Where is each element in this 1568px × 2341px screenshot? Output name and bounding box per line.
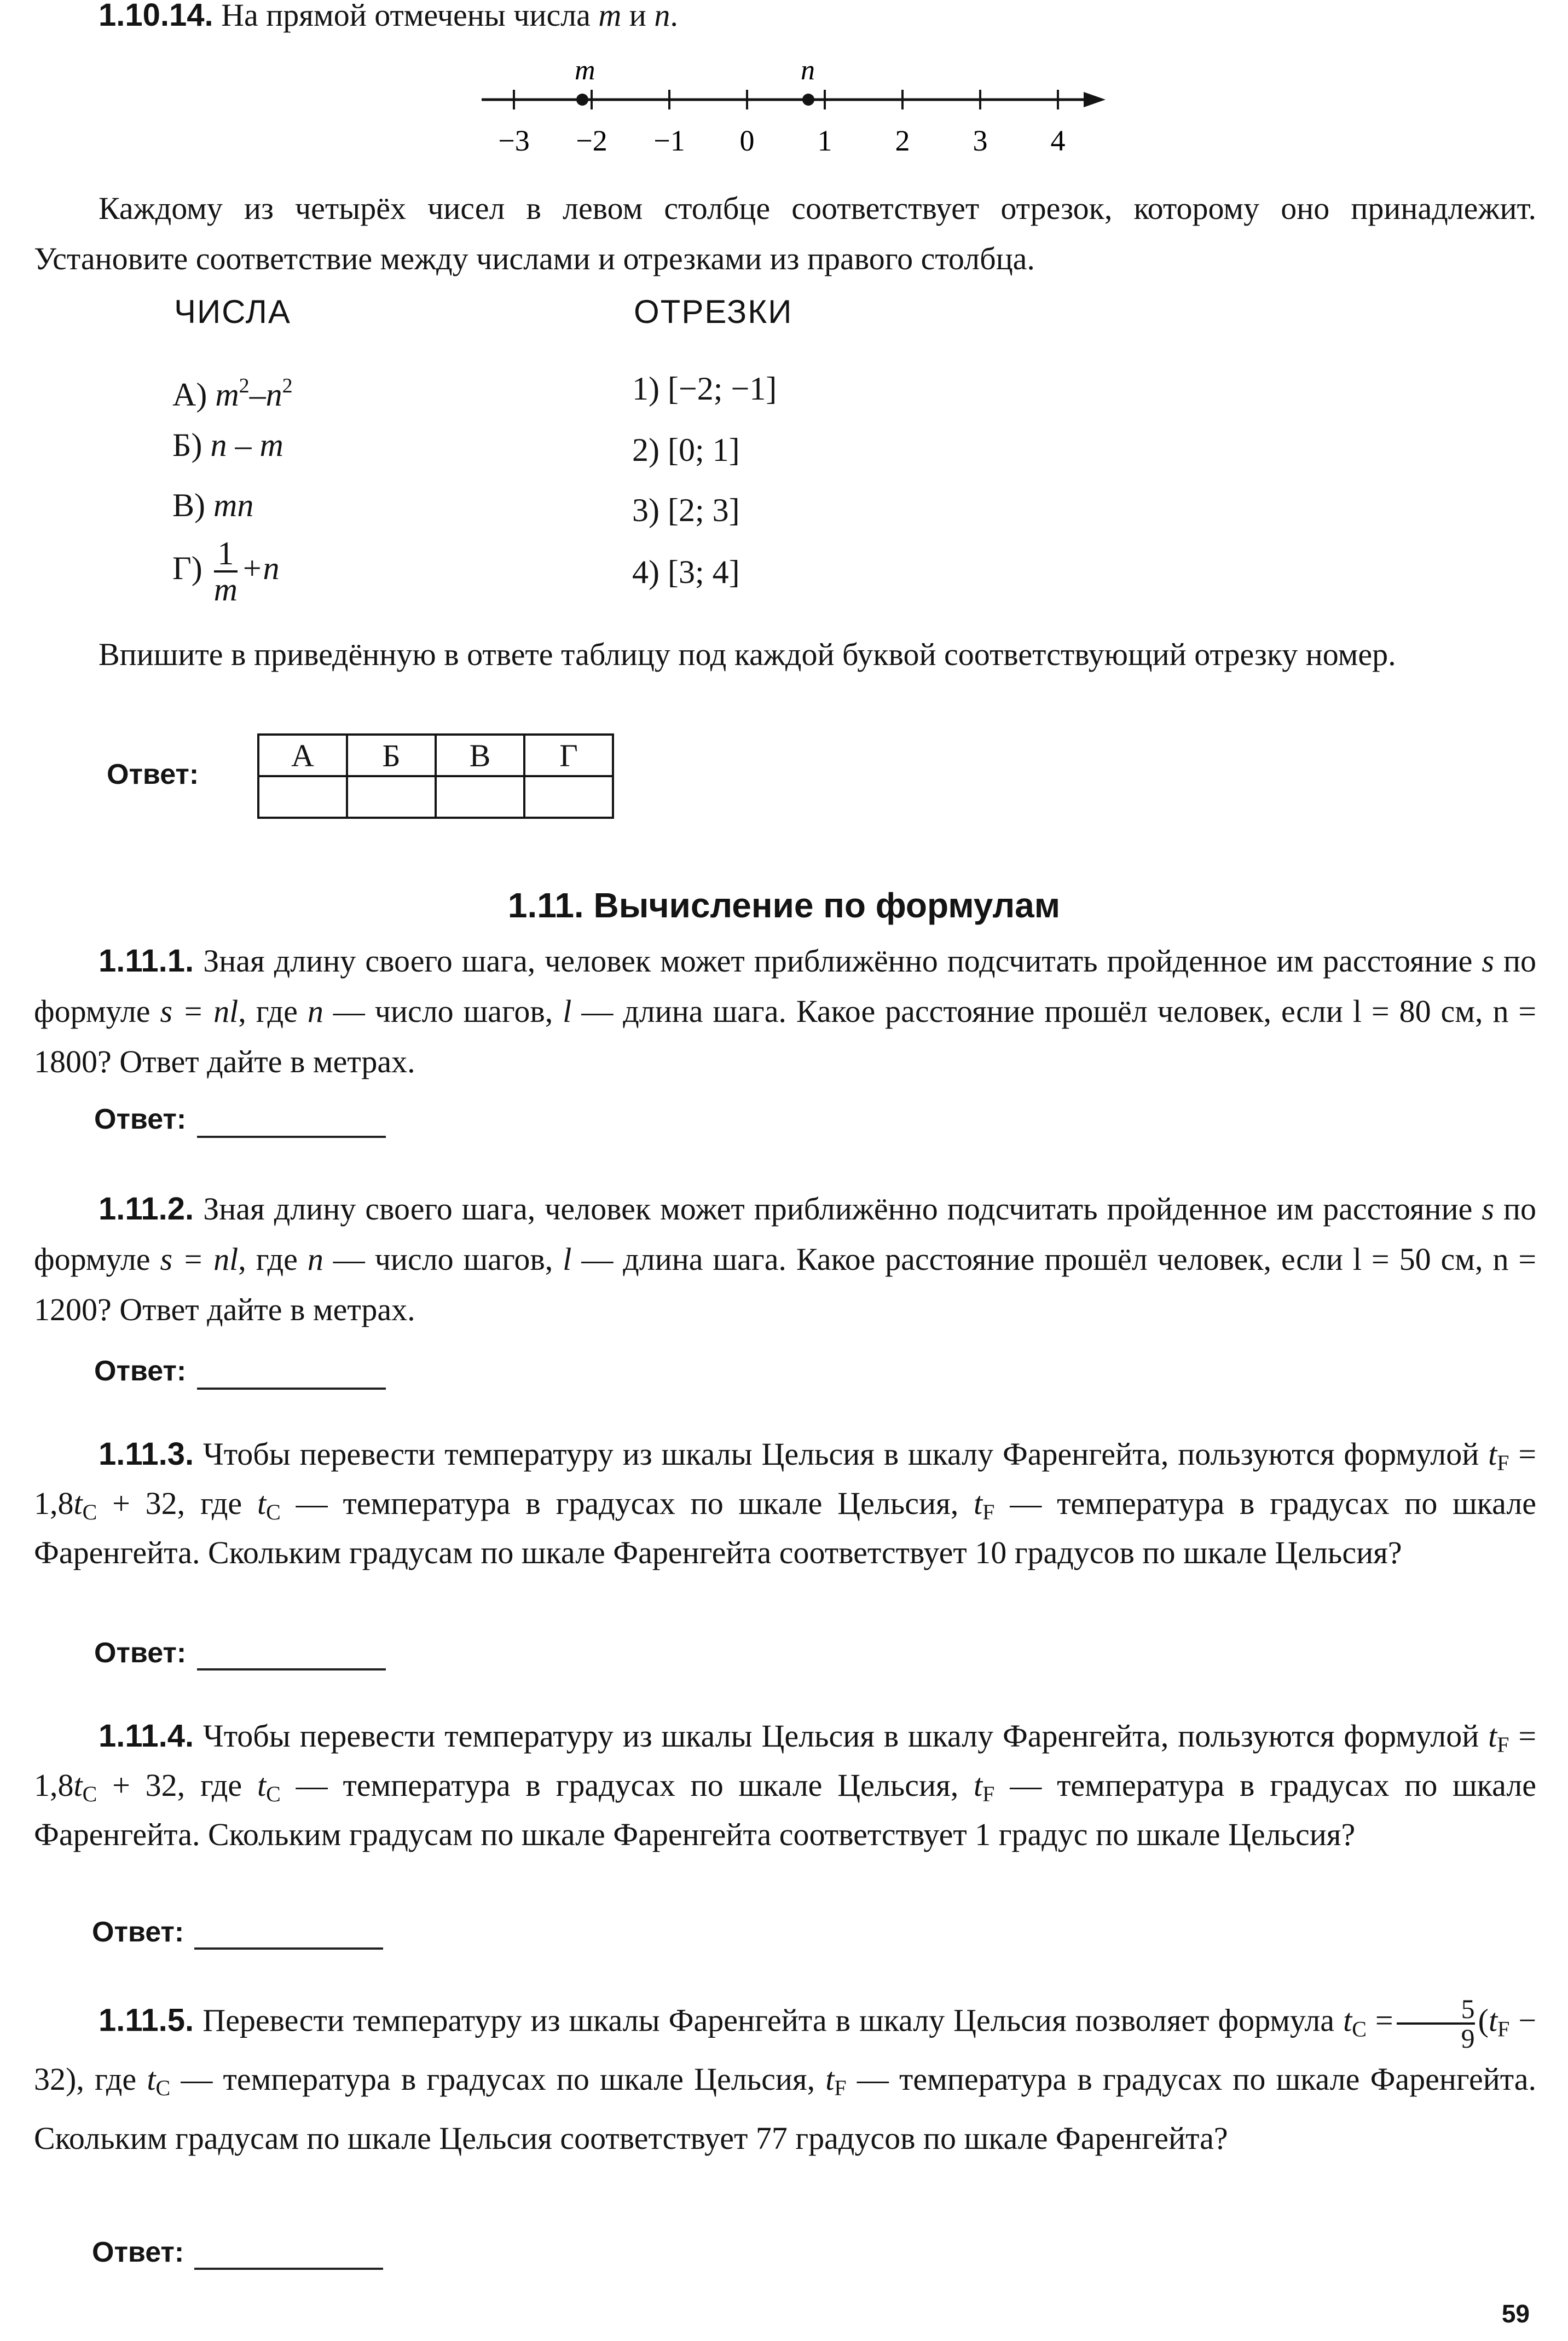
- answer-label: Ответ:: [92, 2236, 184, 2268]
- answer-header-v: В: [436, 735, 524, 776]
- problem-1-11-1: 1.11.1. Зная длину своего шага, человек может приближённо подсчитать пройденное им расстояние s по формуле s = nl, где n — число шагов, l — длина шага. Какое расстояние прошёл человек, если l = 80 см, n = 1800? Ответ дайте в метрах.: [34, 943, 1537, 1079]
- answer-label: Ответ:: [94, 1637, 187, 1669]
- problem-1-11-2: 1.11.2. Зная длину своего шага, человек может приближённо подсчитать пройденное им расстояние s по формуле s = nl, где n — число шагов, l — длина шага. Какое расстояние прошёл человек, если l = 50 см, n = 1200? Ответ дайте в метрах.: [34, 1191, 1537, 1327]
- answer-cell-b[interactable]: [347, 776, 436, 818]
- point-n: [802, 94, 814, 106]
- page-number: 59: [1501, 2299, 1530, 2328]
- segments-header: ОТРЕЗКИ: [634, 293, 793, 330]
- answer-field[interactable]: [194, 1947, 383, 1950]
- answer-cell-g[interactable]: [524, 776, 613, 818]
- problem-1-10-14-intro: 1.10.14. На прямой отмечены числа m и n.: [99, 0, 678, 33]
- numbers-header: ЧИСЛА: [174, 293, 291, 330]
- tick-label: −3: [498, 124, 530, 157]
- answer-header-g: Г: [524, 735, 613, 776]
- fraction: $\frac{5}{9}$: [1397, 1995, 1475, 2052]
- left-item-b: Б) n – m: [172, 427, 283, 463]
- number-line: [471, 55, 1127, 159]
- problem-1-10-14-task: Каждому из четырёх чисел в левом столбце соответствует отрезок, которому оно принадлежит. Установите соответствие между числами и отрезками из правого столбца.: [34, 190, 1536, 276]
- answer-field[interactable]: [194, 2268, 383, 2270]
- problem-1-11-3: 1.11.3. Чтобы перевести температуру из шкалы Цельсия в шкалу Фаренгейта, пользуются формулой tF = 1,8tC + 32, где tC — температура в градусах по шкале Цельсия, tF — температура в градусах по шкале Фаренгейта. Скольким градусам по шкале Фаренгейта соответствует 10 градусов по шкале Цельсия?: [34, 1436, 1537, 1570]
- section-title: 1.11. Вычисление по формулам: [507, 886, 1061, 925]
- answer-field[interactable]: [197, 1388, 386, 1390]
- point-m: [576, 94, 588, 106]
- answer-field[interactable]: [197, 1136, 386, 1138]
- tick-label: 3: [973, 124, 988, 157]
- answer-header-a: А: [258, 735, 347, 776]
- answer-table: [257, 733, 614, 819]
- answer-label: Ответ:: [92, 1916, 184, 1948]
- tick-label: −2: [576, 124, 607, 157]
- problem-1-10-14-instruction: Впишите в приведённую в ответе таблицу под каждой буквой соответствующий отрезку номер.: [99, 637, 1396, 672]
- tick-label: 0: [739, 124, 755, 157]
- label-n: n: [801, 55, 815, 86]
- answer-label: Ответ:: [94, 1355, 187, 1387]
- answer-label: Ответ:: [107, 759, 199, 790]
- left-item-a: А) $m^2-n^2$: [172, 374, 293, 413]
- fraction: $\frac{1}{m}$: [213, 535, 238, 608]
- tick-label: −1: [653, 124, 685, 157]
- tick-label: 1: [817, 124, 832, 157]
- tick-label: 2: [895, 124, 910, 157]
- left-item-v: В) mn: [172, 487, 254, 523]
- answer-label: Ответ:: [94, 1103, 187, 1135]
- label-m: m: [575, 55, 595, 86]
- answer-cell-v[interactable]: [436, 776, 524, 818]
- problem-1-11-4: 1.11.4. Чтобы перевести температуру из шкалы Цельсия в шкалу Фаренгейта, пользуются формулой tF = 1,8tC + 32, где tC — температура в градусах по шкале Цельсия, tF — температура в градусах по шкале Фаренгейта. Скольким градусам по шкале Фаренгейта соответствует 1 градус по шкале Цельсия?: [34, 1718, 1537, 1852]
- answer-header-b: Б: [347, 735, 436, 776]
- right-item-3: 3) [2; 3]: [632, 492, 740, 528]
- tick-label: 4: [1050, 124, 1066, 157]
- answer-field[interactable]: [197, 1668, 386, 1671]
- problem-1-11-5: 1.11.5. Перевести температуру из шкалы Фаренгейта в шкалу Цельсия позволяет формула tC = $\frac{5}{9}$ (tF − 32), где tC — температура в градусах по шкале Цельсия, tF — температура в градусах по шкале Фаренгейта. Скольким градусам по шкале Цельсия соответствует 77 градусов по шкале Фаренгейта?: [34, 1993, 1537, 2157]
- answer-cell-a[interactable]: [258, 776, 347, 818]
- left-item-g: Г) $\frac{1}{m}$ +n: [172, 535, 280, 608]
- right-item-4: 4) [3; 4]: [632, 554, 740, 590]
- right-item-1: 1) [−2; −1]: [632, 371, 777, 407]
- right-item-2: 2) [0; 1]: [632, 432, 740, 468]
